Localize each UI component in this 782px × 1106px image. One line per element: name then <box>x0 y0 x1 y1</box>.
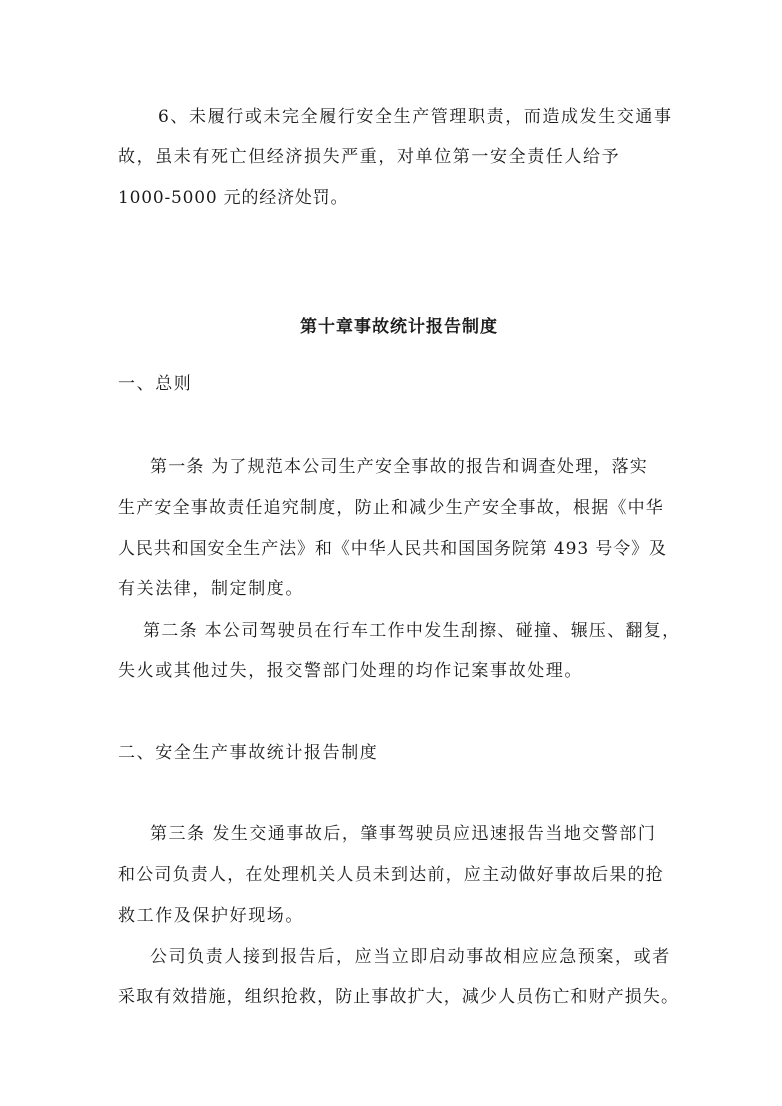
section2-heading: 二、安全生产事故统计报告制度 <box>118 743 379 763</box>
para6-line2: 故，虽未有死亡但经济损失严重，对单位第一安全责任人给予 <box>118 147 621 167</box>
article1-line3: 人民共和国安全生产法》和《中华人民共和国国务院第 493 号令》及 <box>118 539 667 559</box>
section1-heading: 一、总则 <box>118 374 193 394</box>
chapter-title: 第十章事故统计报告制度 <box>300 317 498 337</box>
article1-line1: 第一条 为了规范本公司生产安全事故的报告和调查处理，落实 <box>150 457 649 477</box>
para6-line1: 6、未履行或未完全履行安全生产管理职责，而造成发生交通事 <box>158 107 673 127</box>
para-after-line2: 采取有效措施，组织抢救，防止事故扩大，减少人员伤亡和财产损失。 <box>118 987 680 1007</box>
para6-line3: 1000-5000 元的经济处罚。 <box>118 188 349 208</box>
article3-line3: 救工作及保护好现场。 <box>118 906 304 926</box>
article1-line4: 有关法律，制定制度。 <box>118 579 304 599</box>
article3-line1: 第三条 发生交通事故后，肇事驾驶员应迅速报告当地交警部门 <box>150 824 657 844</box>
article2-line1: 第二条 本公司驾驶员在行车工作中发生刮擦、碰撞、辗压、翻复， <box>143 621 681 641</box>
article3-line2: 和公司负责人，在处理机关人员未到达前，应主动做好事故后果的抢 <box>118 865 664 885</box>
para-after-line1: 公司负责人接到报告后，应当立即启动事故相应应急预案，或者 <box>150 947 671 967</box>
article2-line2: 失火或其他过失，报交警部门处理的均作记案事故处理。 <box>118 661 583 681</box>
article1-line2: 生产安全事故责任追究制度，防止和减少生产安全事故，根据《中华 <box>118 498 664 518</box>
